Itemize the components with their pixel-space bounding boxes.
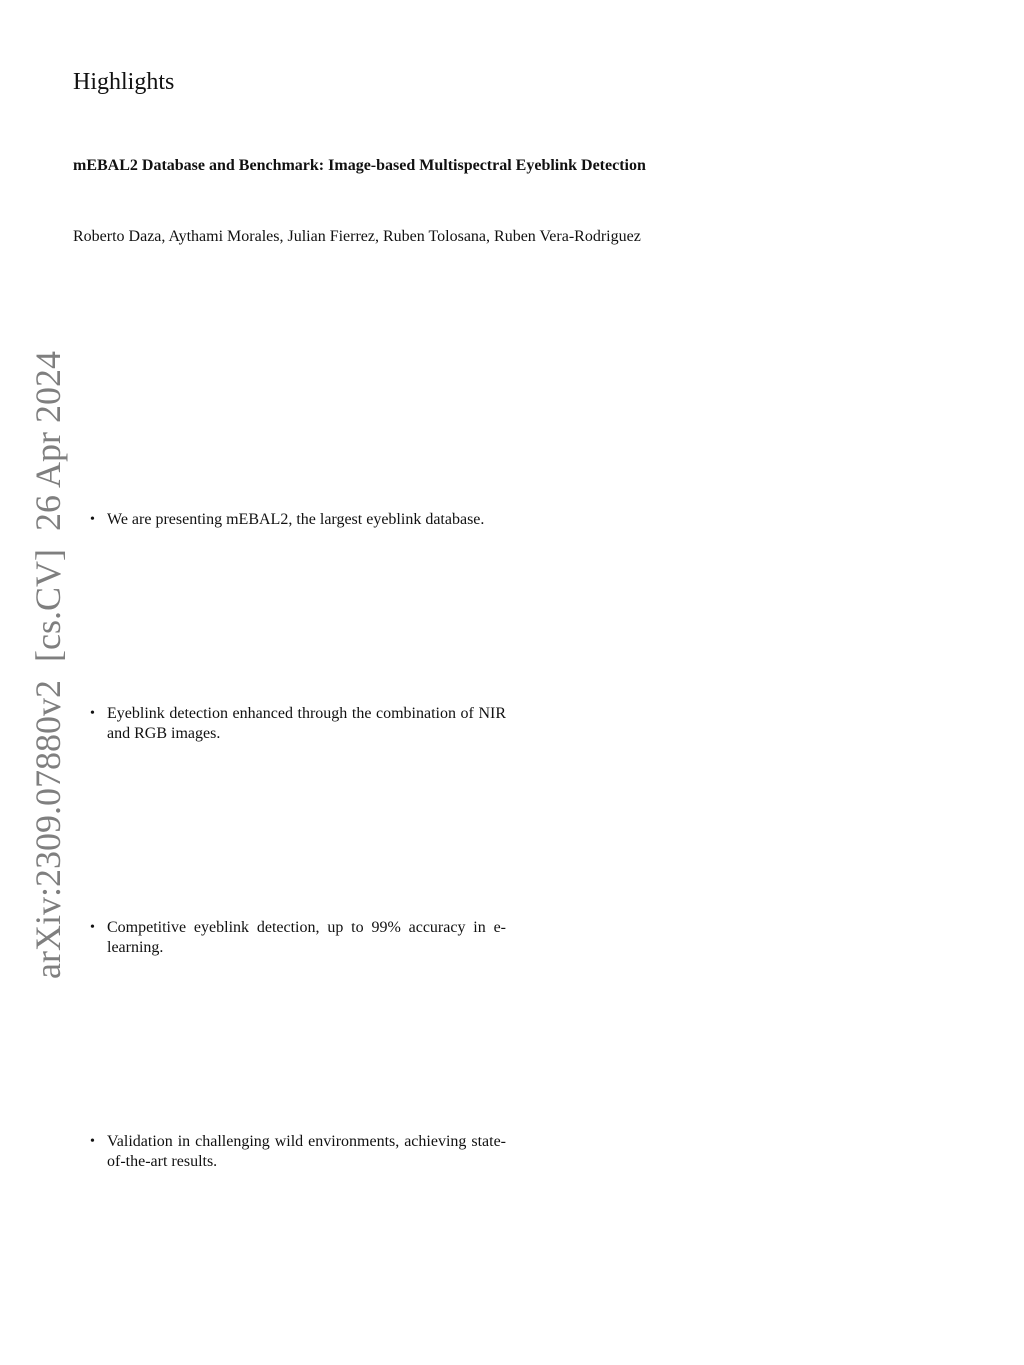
highlight-item: [90, 704, 506, 744]
author-list: Roberto Daza, Aythami Morales, Julian Fierrez, Ruben Tolosana, Ruben Vera-Rodriguez: [73, 228, 641, 245]
highlight-text: Competitive eyeblink detection, up to 99% accuracy in e-learning.: [107, 919, 506, 956]
arxiv-identifier-stamp: arXiv:2309.07880v2 [cs.CV] 26 Apr 2024: [28, 351, 68, 979]
bullet-icon: •: [90, 920, 95, 935]
highlight-text: We are presenting mEBAL2, the largest eyeblink database.: [107, 511, 485, 528]
bullet-icon: •: [90, 706, 95, 721]
page-heading: Highlights: [73, 69, 175, 95]
highlight-item: [90, 1132, 506, 1172]
bullet-icon: •: [90, 1134, 95, 1149]
highlight-text: Eyeblink detection enhanced through the combination of NIR and RGB images.: [107, 705, 506, 742]
bullet-icon: •: [90, 512, 95, 527]
paper-title: mEBAL2 Database and Benchmark: Image-based Multispectral Eyeblink Detection: [73, 157, 646, 174]
highlight-item: [90, 918, 506, 958]
highlight-item: [90, 510, 506, 530]
highlight-text: Validation in challenging wild environments, achieving state-of-the-art results.: [107, 1133, 506, 1170]
